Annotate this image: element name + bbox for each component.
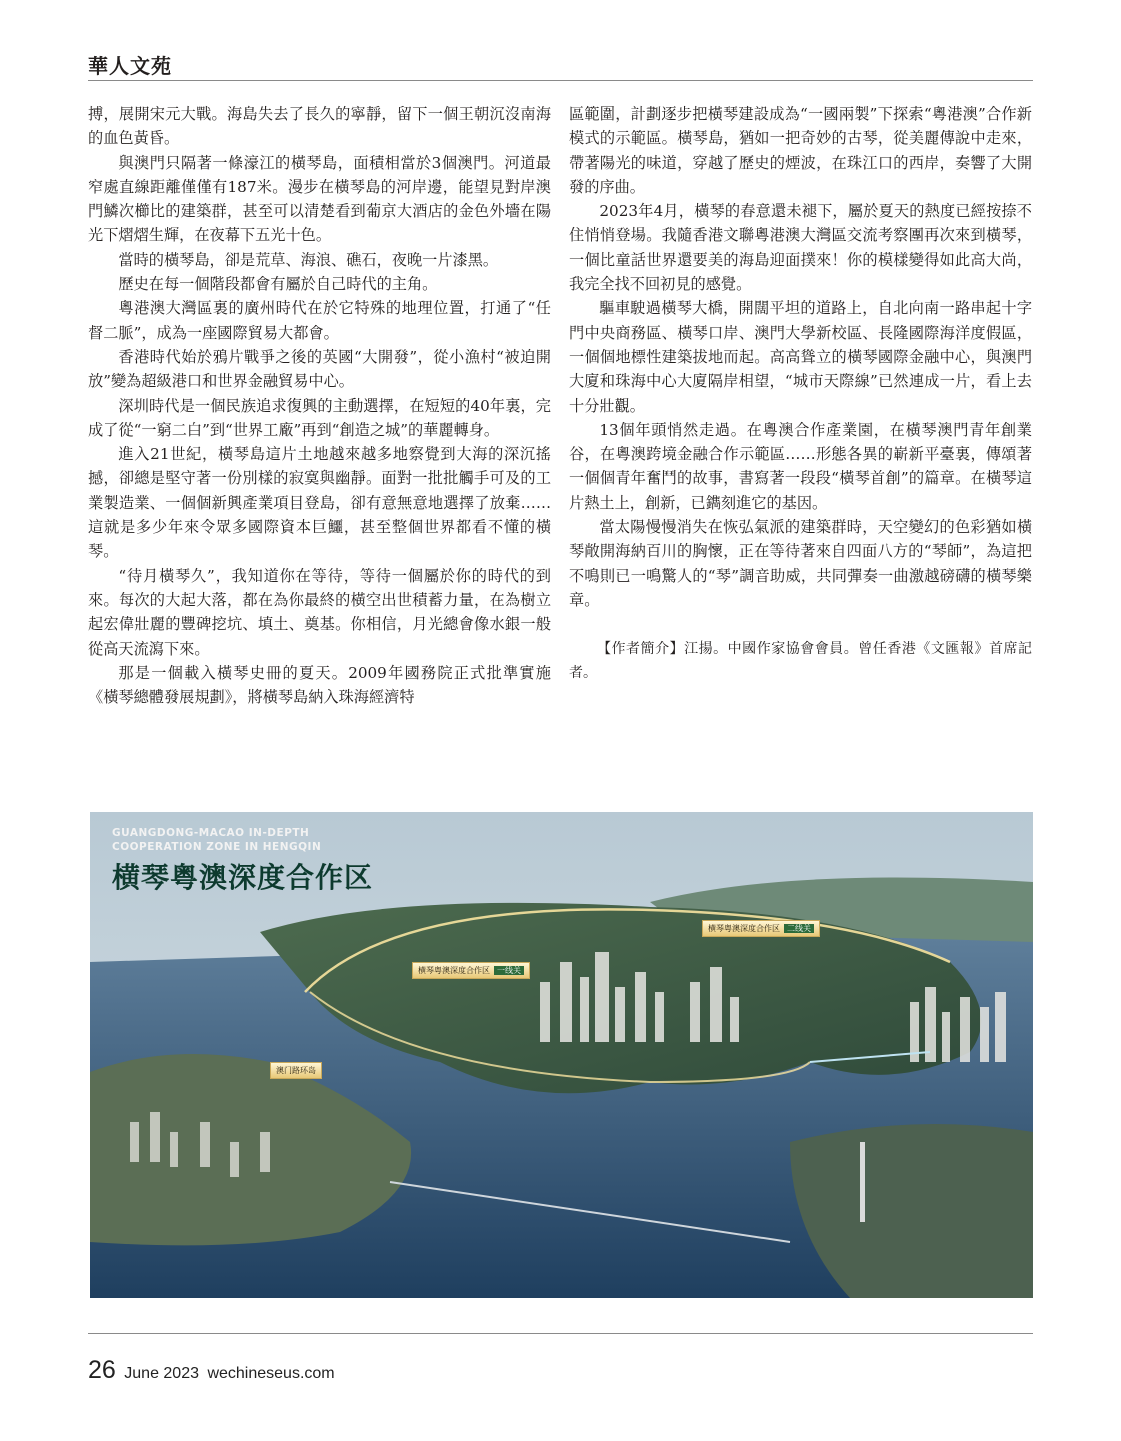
hengqin-aerial-photo <box>90 812 1033 1298</box>
paragraph: 驅車駛過橫琴大橋，開闊平坦的道路上，自北向南一路串起十字門中央商務區、橫琴口岸、澳門大學新校區、長隆國際海洋度假區，一個個地標性建築拔地而起。高高聳立的橫琴國際金融中心，與澳門大廈和珠海中心大廈隔岸相望，“城市天際線”已然連成一片，看上去十分壯觀。 <box>569 299 1032 415</box>
paragraph: 當時的橫琴島，卻是荒草、海浪、礁石，夜晚一片漆黑。 <box>118 250 499 269</box>
tag-macao: 澳门路环岛 <box>270 1062 322 1079</box>
section-header: 華人文苑 <box>88 54 172 78</box>
page-number: 26 <box>88 1356 116 1384</box>
paragraph: 香港時代始於鴉片戰爭之後的英國“大開發”，從小漁村“被迫開放”變為超級港口和世界金融貿易中心。 <box>88 347 551 391</box>
tag-first-line-badge: 一线关 <box>494 966 524 975</box>
issue-date: June 2023 <box>124 1365 199 1382</box>
website-link[interactable]: wechineseus.com <box>207 1365 335 1382</box>
tag-second-line-label: 横琴粤澳深度合作区 <box>708 924 780 933</box>
article-left-column <box>88 102 551 709</box>
tag-first-line-label: 横琴粤澳深度合作区 <box>418 966 490 975</box>
header-divider <box>88 80 1033 81</box>
tag-second-line-badge: 二线关 <box>784 924 814 933</box>
paragraph: 2023年4月，橫琴的春意還未褪下，屬於夏天的熱度已經按捺不住悄悄登場。我隨香港文聯粵港澳大灣區交流考察團再次來到橫琴，一個比童話世界還要美的海島迎面撲來！你的模樣變得如此高大尚，我完全找不回初見的感覺。 <box>569 202 1032 294</box>
paragraph: 深圳時代是一個民族追求復興的主動選擇，在短短的40年裏，完成了從“一窮二白”到“世界工廠”再到“創造之城”的華麗轉身。 <box>88 396 551 439</box>
paragraph: 歷史在每一個階段都會有屬於自己時代的主角。 <box>118 275 438 294</box>
paragraph: 13個年頭悄然走過。在粵澳合作產業園，在橫琴澳門青年創業谷，在粵澳跨境金融合作示範區……形態各異的嶄新平臺裏，傳頌著一個個青年奮鬥的故事，書寫著一段段“橫琴首創”的篇章。在橫琴這片熱土上，創新，已鐫刻進它的基因。 <box>569 420 1032 512</box>
footer-divider <box>88 1333 1033 1334</box>
paragraph: 那是一個載入橫琴史冊的夏天。2009年國務院正式批準實施《橫琴總體發展規劃》，將橫琴島納入珠海經濟特 <box>88 663 551 707</box>
article-right-column <box>569 102 1032 685</box>
author-note: 【作者簡介】江揚。中國作家協會會員。曾任香港《文匯報》首席記者。 <box>569 641 1032 682</box>
paragraph: 當太陽慢慢消失在恢弘氣派的建築群時，天空變幻的色彩猶如橫琴敞開海納百川的胸懷，正在等待著來自四面八方的“琴師”，為這把不鳴則已一鳴驚人的“琴”調音助威，共同彈奏一曲激越磅礴的橫琴樂章。 <box>569 518 1032 609</box>
paragraph: 粵港澳大灣區裏的廣州時代在於它特殊的地理位置，打通了“任督二脈”，成為一座國際貿易大都會。 <box>88 299 551 342</box>
paragraph: 與澳門只隔著一條濠江的橫琴島，面積相當於3個澳門。河道最窄處直線距離僅僅有187米。漫步在橫琴島的河岸邊，能望見對岸澳門鱗次櫛比的建築群，甚至可以清楚看到葡京大酒店的金色外墻在陽光下熠熠生輝，在夜幕下五光十色。 <box>88 153 551 245</box>
paragraph: 區範圍，計劃逐步把橫琴建設成為“一國兩製”下探索“粵港澳”合作新模式的示範區。橫琴島，猶如一把奇妙的古琴，從美麗傳說中走來，帶著陽光的味道，穿越了歷史的煙波，在珠江口的西岸，奏響了大開發的序曲。 <box>569 105 1032 196</box>
photo-subtitle-en: GUANGDONG-MACAO IN-DEPTH COOPERATION ZONE IN HENGQIN <box>112 827 322 853</box>
page-footer <box>88 1356 335 1385</box>
photo-title-cn: 横琴粤澳深度合作区 <box>112 861 374 894</box>
paragraph: 搏，展開宋元大戰。海島失去了長久的寧靜，留下一個王朝沉沒南海的血色黃昏。 <box>88 105 551 148</box>
tower <box>860 1142 865 1222</box>
paragraph: “待月橫琴久”，我知道你在等待，等待一個屬於你的時代的到來。每次的大起大落，都在為你最終的橫空出世積蓄力量，在為樹立起宏偉壯麗的豐碑挖坑、填土、奠基。你相信，月光總會像水銀一般從高天流瀉下來。 <box>88 566 551 658</box>
paragraph: 進入21世紀，橫琴島這片土地越來越多地察覺到大海的深沉搖撼，卻總是堅守著一份別樣的寂寞與幽靜。面對一批批觸手可及的工業製造業、一個個新興產業項目登島，卻有意無意地選擇了放棄……這就是多少年來令眾多國際資本巨鱷，甚至整個世界都看不懂的橫琴。 <box>88 445 551 561</box>
tag-first-line <box>412 962 530 979</box>
tag-second-line <box>702 920 820 937</box>
